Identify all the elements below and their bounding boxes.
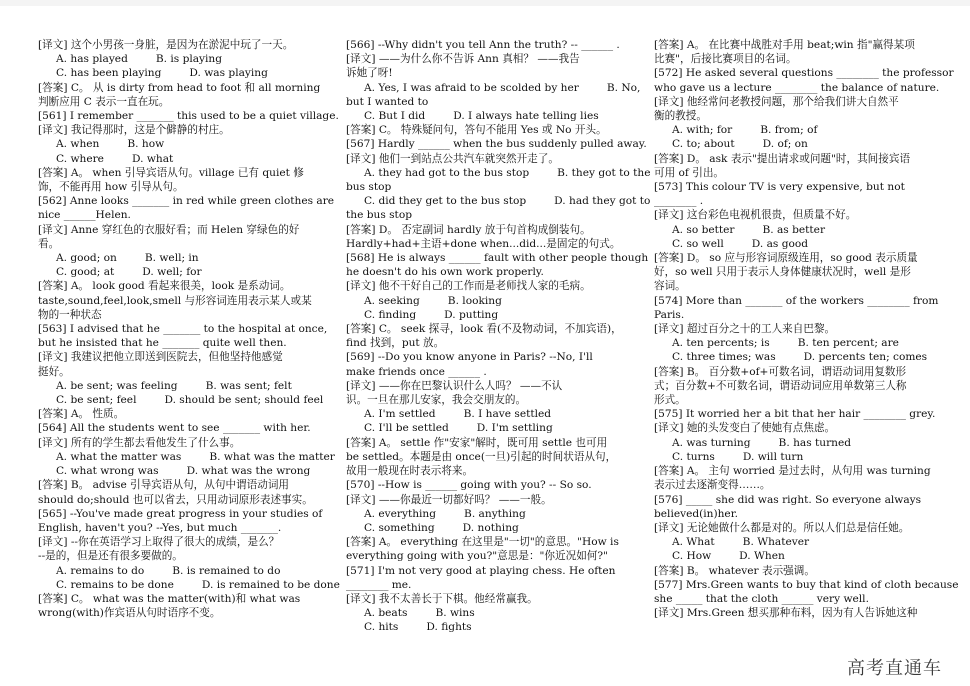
- option-item: A. be sent; was feeling: [56, 379, 178, 392]
- text-line: 表示过去逐渐变得……。: [654, 479, 771, 492]
- text-line: [答案] C。 what was the matter(with)和 what was: [38, 592, 301, 605]
- option-item: A. remains to do: [56, 564, 145, 577]
- option-line: [346, 620, 628, 634]
- option-line: [654, 223, 942, 237]
- text-line: everything going with you?"意思是："你近况如何?": [346, 550, 608, 563]
- text-line: ________ .: [654, 195, 704, 208]
- text-line: [答案] A。 settle 作"安家"解时，既可用 settle 也可用: [346, 436, 608, 449]
- watermark-text: 高考直通车: [847, 657, 942, 679]
- option-item: C. turns: [672, 450, 715, 463]
- column-left: [38, 38, 340, 678]
- text-line: ________ me.: [346, 578, 412, 591]
- text-line: [569] --Do you know anyone in Paris? --No, I'll: [346, 351, 593, 364]
- text-line: [答案] D。 ask 表示"提出请求或问题"时，其间接宾语: [654, 152, 911, 165]
- text-line: [575] It worried her a bit that her hair ________ grey.: [654, 408, 936, 421]
- text-line: [译文] 我建议把他立即送到医院去，但他坚持他感觉: [38, 351, 283, 364]
- option-item: D. of; on: [762, 138, 808, 151]
- text-line: [译文] 超过百分之十的工人来自巴黎。: [654, 323, 836, 336]
- option-item: A. when: [56, 138, 100, 151]
- text-line: 挺好。: [38, 365, 70, 378]
- text-line: [564] All the students went to see _______ with her.: [38, 422, 311, 435]
- text-line: [译文] 她的头发变白了使她有点焦虑。: [654, 422, 836, 435]
- text-line: [译文] ——为什么你不告诉 Ann 真相？ ——我告: [346, 53, 580, 66]
- text-line: [565] --You've made great progress in your studies of: [38, 507, 323, 520]
- text-line: [561] I remember _______ this used to be a quiet village.: [38, 110, 339, 123]
- option-line: [38, 152, 326, 166]
- text-line: nice ______Helen.: [38, 209, 131, 222]
- option-item: A. What: [672, 536, 715, 549]
- text-line: [译文] Anne 穿红色的衣服好看；而 Helen 穿绿色的好: [38, 223, 300, 236]
- option-line: [346, 407, 628, 421]
- text-line: English, haven't you? --Yes, but much _______.: [38, 521, 282, 534]
- option-item: B. I have settled: [463, 408, 552, 421]
- option-item: C. so well: [672, 237, 724, 250]
- option-item: D. is remained to be done: [201, 578, 340, 591]
- text-line: 饰，不能再用 how 引导从句。: [38, 181, 184, 194]
- option-item: B. from; of: [760, 124, 818, 137]
- option-item: D. nothing: [462, 521, 519, 534]
- option-item: D. well; for: [142, 266, 202, 279]
- text-line: 诉她了呀!: [346, 67, 393, 80]
- option-item: D. percents ten; comes: [803, 351, 928, 364]
- option-item: B. looking: [447, 294, 502, 307]
- text-line: [577] Mrs.Green wants to buy that kind of cloth because: [654, 578, 959, 591]
- option-line: [654, 549, 942, 563]
- option-line: [38, 464, 326, 478]
- option-item: C. did they get to the bus stop: [364, 195, 527, 208]
- text-line: [答案] A。 when 引导宾语从句。village 已有 quiet 修: [38, 166, 304, 179]
- text-line: be settled。本题是由 once(一旦)引起的时间状语从句，: [346, 450, 617, 463]
- text-line: --是的，但是还有很多要做的。: [38, 550, 183, 563]
- text-line: [576] _____ she did was right. So everyone always: [654, 493, 922, 506]
- text-line: [答案] C。 seek 探寻，look 看(不及物动词，不加宾语)，: [346, 323, 622, 336]
- option-item: A. Yes, I was afraid to be scolded by her: [364, 81, 579, 94]
- text-line: [答案] C。 从 is dirty from head to foot 和 all morning: [38, 81, 321, 94]
- option-line: [654, 350, 942, 364]
- text-line: 判断应用 C 表示一直在玩。: [38, 95, 170, 108]
- text-line: [571] I'm not very good at playing chess. He often: [346, 564, 616, 577]
- text-line: 容词。: [654, 280, 686, 293]
- option-item: A. was turning: [672, 436, 751, 449]
- text-line: Paris.: [654, 308, 685, 321]
- text-line: [562] Anne looks _______ in red while green clothes are: [38, 195, 335, 208]
- text-line: [答案] B。 advise 引导宾语从句，从句中谓语动词用: [38, 479, 290, 492]
- option-item: B. Whatever: [742, 536, 810, 549]
- text-line: 物的一种状态: [38, 308, 102, 321]
- option-item: C. to; about: [672, 138, 735, 151]
- text-line: [译文] 他们一到站点公共汽车就突然开走了。: [346, 152, 559, 165]
- text-line: [译文] ——你在巴黎认识什么人吗？ ——不认: [346, 379, 563, 392]
- text-line: the bus stop: [346, 209, 412, 222]
- option-item: D. fights: [426, 621, 472, 634]
- option-item: B. well; in: [144, 252, 199, 265]
- option-item: B. what was the matter: [209, 450, 335, 463]
- option-item: D. should be sent; should feel: [164, 394, 324, 407]
- text-line: [573] This colour TV is very expensive, but not: [654, 181, 905, 194]
- option-item: C. where: [56, 152, 104, 165]
- text-line: but I wanted to: [346, 95, 429, 108]
- option-item: B. wins: [435, 607, 475, 620]
- text-line: [答案] A。 性质。: [38, 408, 125, 421]
- option-line: [38, 251, 326, 265]
- text-line: [译文] ——你最近一切都好吗？ ——一般。: [346, 493, 552, 506]
- option-item: D. I always hate telling lies: [453, 110, 599, 123]
- text-line: 可用 of 引出。: [654, 166, 725, 179]
- option-line: [38, 393, 326, 407]
- text-line: [答案] C。 特殊疑问句，答句不能用 Yes 或 No 开头。: [346, 124, 607, 137]
- text-line: [译文] 他经常问老教授问题，那个给我们讲大自然平: [654, 95, 899, 108]
- option-line: [654, 237, 942, 251]
- text-line: [答案] A。 everything 在这里是"一切"的意思。"How is: [346, 536, 619, 549]
- option-line: [346, 194, 651, 208]
- option-item: C. three times; was: [672, 351, 776, 364]
- text-line: [答案] D。 否定副词 hardly 放于句首构成倒装句。: [346, 223, 591, 236]
- option-line: [346, 109, 628, 123]
- option-item: A. beats: [364, 607, 408, 620]
- option-line: [38, 66, 326, 80]
- option-item: C. How: [672, 550, 712, 563]
- text-line: [译文] 这台彩色电视机很贵，但质量不好。: [654, 209, 857, 222]
- option-item: A. everything: [364, 507, 437, 520]
- option-line: [346, 521, 628, 535]
- text-line: make friends once ______ .: [346, 365, 487, 378]
- text-line: he doesn't do his own work properly.: [346, 266, 544, 279]
- option-item: C. hits: [364, 621, 399, 634]
- option-item: A. has played: [56, 53, 128, 66]
- option-item: D. as good: [751, 237, 809, 250]
- option-item: C. remains to be done: [56, 578, 174, 591]
- option-item: A. they had got to the bus stop: [364, 166, 530, 179]
- text-line: 好，so well 只用于表示人身体健康状况时，well 是形: [654, 266, 911, 279]
- option-line: [38, 379, 326, 393]
- option-item: B. has turned: [778, 436, 852, 449]
- option-item: B. No,: [606, 81, 641, 94]
- column-middle: [346, 38, 651, 678]
- option-item: D. I'm settling: [476, 422, 553, 435]
- text-line: [574] More than _______ of the workers ________ from: [654, 294, 939, 307]
- text-line: [译文] 这个小男孩一身脏，是因为在淤泥中玩了一天。: [38, 39, 294, 51]
- option-item: C. something: [364, 521, 435, 534]
- option-item: C. finding: [364, 308, 417, 321]
- text-line: but he insisted that he _______ quite well then.: [38, 337, 287, 350]
- text-line: [563] I advised that he _______ to the hospital at once,: [38, 323, 328, 336]
- option-line: [346, 166, 651, 180]
- text-line: bus stop: [346, 181, 392, 194]
- column-right: [654, 38, 959, 678]
- option-item: A. with; for: [672, 124, 733, 137]
- option-item: D. will turn: [742, 450, 804, 463]
- text-line: wrong(with)作宾语从句时语序不变。: [38, 607, 221, 620]
- option-line: [654, 137, 942, 151]
- text-line: believed(in)her.: [654, 507, 738, 520]
- text-line: 式；百分数+不可数名词，谓语动词应用单数第三人称: [654, 379, 907, 392]
- option-item: B. ten percent; are: [797, 337, 899, 350]
- option-item: A. I'm settled: [364, 408, 436, 421]
- top-edge: [0, 0, 970, 6]
- option-item: D. putting: [444, 308, 499, 321]
- option-item: B. is playing: [155, 53, 223, 66]
- option-line: [38, 578, 340, 592]
- text-line: she _____ that the cloth ______ very well.: [654, 592, 869, 605]
- option-item: C. be sent; feel: [56, 394, 137, 407]
- option-line: [38, 450, 335, 464]
- option-line: [654, 336, 942, 350]
- text-line: find 找到，put 放。: [346, 337, 445, 350]
- option-item: C. what wrong was: [56, 465, 159, 478]
- option-item: B. how: [127, 138, 165, 151]
- option-line: [38, 137, 326, 151]
- text-line: [答案] D。 so 应与形容词原级连用，so good 表示质量: [654, 252, 918, 265]
- option-item: D. what was the wrong: [186, 465, 311, 478]
- option-line: [346, 507, 628, 521]
- option-line: [346, 81, 641, 95]
- text-line: who gave us a lecture ________ the balance of nature.: [654, 81, 940, 94]
- option-item: D. was playing: [189, 67, 268, 80]
- text-line: [答案] A。 在比赛中战胜对手用 beat;win 指"赢得某项: [654, 39, 915, 51]
- text-line: [译文] 所有的学生都去看他发生了什么事。: [38, 436, 241, 449]
- text-line: should do;should 也可以省去，只用动词原形表述事实。: [38, 493, 313, 506]
- text-line: [译文] --你在英语学习上取得了很大的成绩，是么？: [38, 536, 280, 549]
- text-line: 形式。: [654, 394, 686, 407]
- option-item: B. was sent; felt: [205, 379, 292, 392]
- option-line: [346, 308, 628, 322]
- option-item: B. anything: [464, 507, 526, 520]
- option-item: B. is remained to do: [172, 564, 281, 577]
- text-line: Hardly+had+主语+done when...did...是固定的句式。: [346, 237, 621, 250]
- option-line: [346, 294, 628, 308]
- option-item: D. what: [131, 152, 174, 165]
- option-item: C. But I did: [364, 110, 426, 123]
- text-line: 识。一旦在那儿安家，我会交朋友的。: [346, 394, 527, 407]
- text-line: [译文] 我不太善长于下棋。他经常赢我。: [346, 592, 538, 605]
- text-line: 故用一般现在时表示将来。: [346, 465, 474, 478]
- text-line: [568] He is always ______ fault with other people though: [346, 252, 649, 265]
- option-item: D. When: [739, 550, 785, 563]
- text-line: [译文] 无论她做什么都是对的。所以人们总是信任她。: [654, 521, 910, 534]
- text-line: [570] --How is ______ going with you? -- So so.: [346, 479, 592, 492]
- text-line: [566] --Why didn't you tell Ann the truth? -- ______ .: [346, 39, 620, 51]
- option-item: B. they got to the: [557, 166, 651, 179]
- option-item: A. seeking: [364, 294, 420, 307]
- text-line: 衡的教授。: [654, 110, 707, 123]
- option-line: [654, 436, 942, 450]
- option-item: A. what the matter was: [56, 450, 182, 463]
- option-item: C. has been playing: [56, 67, 162, 80]
- option-line: [38, 564, 326, 578]
- text-line: [译文] 他不干好自己的工作而是老师找人家的毛病。: [346, 280, 591, 293]
- text-line: 比赛"，后接比赛项目的名词。: [654, 53, 797, 66]
- text-line: [答案] A。 look good 看起来很美，look 是系动词。: [38, 280, 291, 293]
- option-item: A. so better: [672, 223, 735, 236]
- option-item: B. as better: [762, 223, 826, 236]
- option-line: [654, 123, 942, 137]
- option-line: [38, 265, 326, 279]
- text-line: [译文] Mrs.Green 想买那种布料，因为有人告诉她这种: [654, 607, 918, 620]
- text-line: taste,sound,feel,look,smell 与形容词连用表示某人或某: [38, 294, 312, 307]
- option-line: [346, 421, 628, 435]
- option-line: [346, 606, 628, 620]
- text-line: [答案] A。 主句 worried 是过去时，从句用 was turning: [654, 465, 931, 478]
- text-line: [572] He asked several questions ________ the professor: [654, 67, 954, 80]
- option-line: [654, 535, 942, 549]
- text-line: [答案] B。 百分数+of+可数名词，谓语动词用复数形: [654, 365, 907, 378]
- option-item: A. ten percents; is: [672, 337, 770, 350]
- text-line: [答案] B。 whatever 表示强调。: [654, 564, 815, 577]
- option-line: [654, 450, 942, 464]
- option-item: C. I'll be settled: [364, 422, 449, 435]
- text-line: [567] Hardly ______ when the bus suddenly pulled away.: [346, 138, 647, 151]
- option-item: A. good; on: [56, 252, 117, 265]
- text-line: [译文] 我记得那时，这是个僻静的村庄。: [38, 124, 230, 137]
- option-item: C. good; at: [56, 266, 115, 279]
- option-line: [38, 52, 326, 66]
- option-item: D. had they got to: [554, 195, 651, 208]
- text-line: 看。: [38, 237, 60, 250]
